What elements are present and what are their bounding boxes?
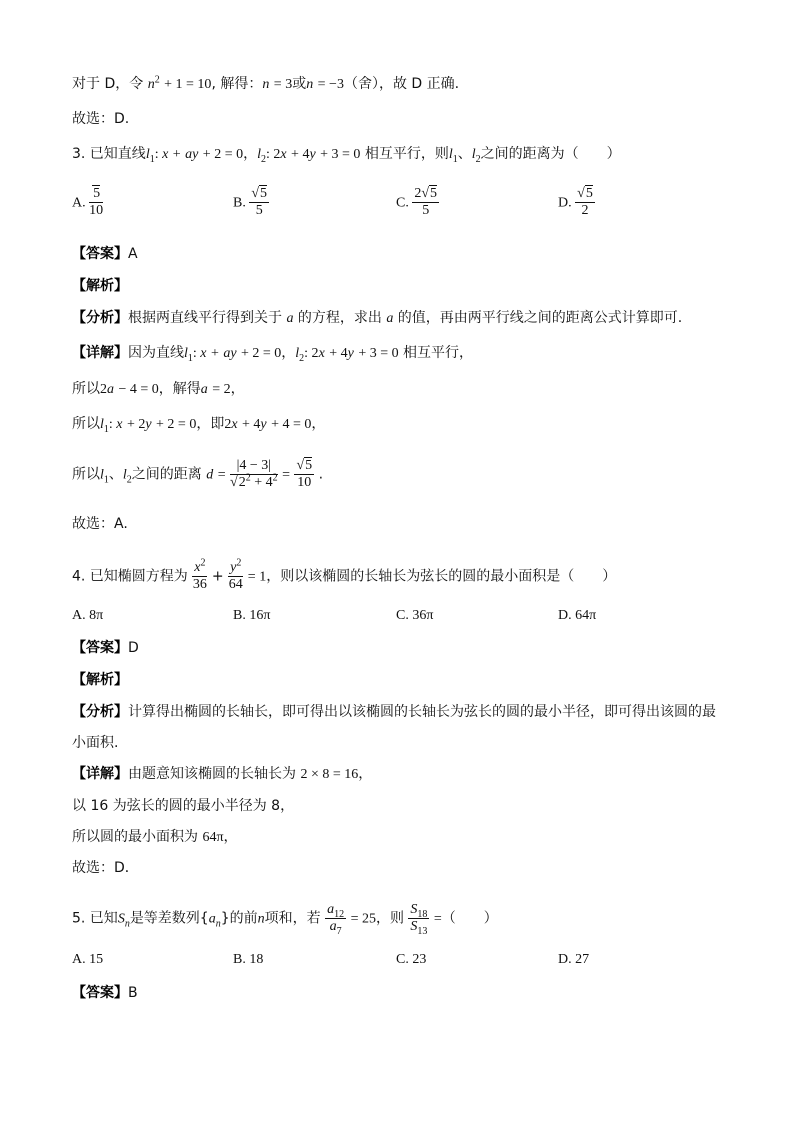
q5-option-a: A. 15 — [72, 952, 104, 967]
solution-line-d: 对于 D，令 $n^2 + 1 = 10$, 解得：n = 3或n = −3（舍），故 D 正确. — [72, 74, 460, 92]
q3-step-2: 所以$l_1$: x + 2y + 2 = 0，即2x + 4y + 4 = 0， — [72, 416, 326, 435]
q3-analysis-heading: 【解析】 — [72, 278, 128, 294]
q5-option-c: C. 23 — [396, 952, 427, 967]
q4-step-2: 所以圆的最小面积为 64π， — [72, 829, 238, 845]
q4-analysis-1: 【分析】计算得出椭圆的长轴长，即可得出以该椭圆的长轴长为弦长的圆的最小半径，即可得出该圆的最 — [72, 704, 716, 720]
q3-option-a: A. $\frac{5}{10}$ — [72, 186, 104, 218]
q3-analysis: 【分析】根据两直线平行得到关于 a 的方程，求出 a 的值，再由两平行线之间的距离公式计算即可. — [72, 310, 683, 326]
q5-option-b: B. 18 — [233, 952, 264, 967]
q4-option-d: D. 64π — [558, 608, 597, 623]
q4-answer: 【答案】D — [72, 640, 139, 656]
q4-analysis-heading: 【解析】 — [72, 672, 128, 688]
question-5: 5. 已知$S_n$是等差数列$\{a_n\}$的前n项和，若 $\frac{a_{12}}{a_7}$ = 25，则 $\frac{S_{18}}{S_{13}}$ =（ ） — [72, 902, 498, 937]
question-4: 4. 已知椭圆方程为 $\frac{x^2}{36}$ + $\frac{y^2}{64}$ = 1，则以该椭圆的长轴长为弦长的圆的最小面积是（ ） — [72, 557, 617, 592]
q3-step-3: 所以$l_1$、$l_2$之间的距离 d = $\frac{|4 - 3|}{√2^2 + 4^2}$ = $\frac{√5}{10}$ . — [72, 458, 324, 490]
question-3: 3. 已知直线$l_1$: x + ay + 2 = 0，$l_2$: 2x + 4y + 3 = 0 相互平行，则$l_1$、$l_2$之间的距离为（ ） — [72, 146, 621, 165]
q4-analysis-2: 小面积. — [72, 735, 119, 751]
q4-conclusion: 故选：D． — [72, 860, 139, 876]
q4-detail: 【详解】由题意知该椭圆的长轴长为 2 × 8 = 16， — [72, 766, 373, 782]
q4-option-a: A. 8π — [72, 608, 104, 623]
q3-option-c: C. $\frac{2√5}{5}$ — [396, 186, 438, 218]
q3-step-1: 所以2a − 4 = 0，解得a = 2， — [72, 381, 245, 397]
q3-option-b: B. $\frac{√5}{5}$ — [233, 186, 268, 218]
q4-option-b: B. 16π — [233, 608, 271, 623]
q5-answer: 【答案】B — [72, 985, 138, 1001]
q4-option-c: C. 36π — [396, 608, 434, 623]
q3-option-d: D. $\frac{√5}{2}$ — [558, 186, 593, 218]
q5-option-d: D. 27 — [558, 952, 590, 967]
q3-conclusion: 故选：A. — [72, 516, 128, 532]
q3-detail: 【详解】因为直线$l_1$: x + ay + 2 = 0，$l_2$: 2x + 4y + 3 = 0 相互平行， — [72, 345, 474, 364]
answer-choice-line: 故选：D. — [72, 111, 130, 127]
q3-answer: 【答案】A — [72, 246, 138, 262]
q4-step-1: 以 16 为弦长的圆的最小半径为 8， — [72, 798, 295, 814]
